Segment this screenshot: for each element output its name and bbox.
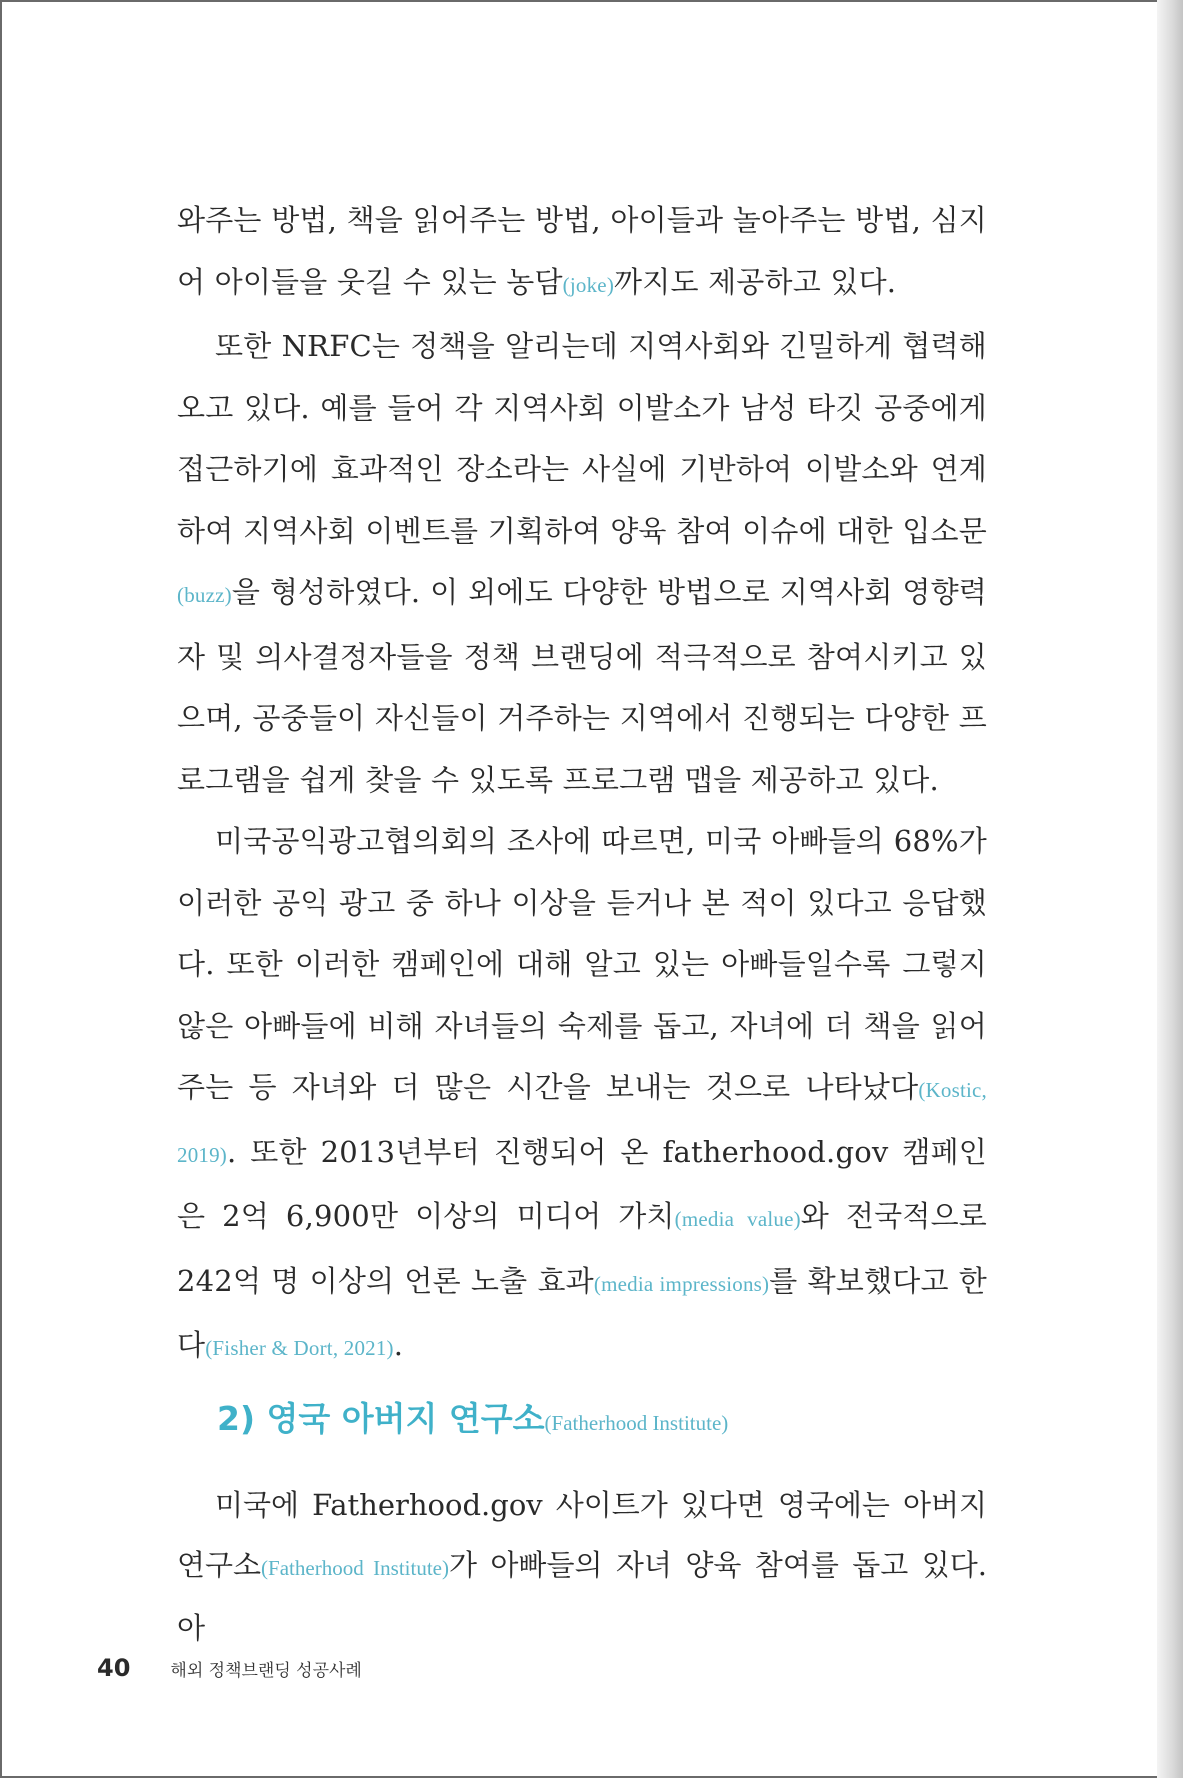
paragraph bbox=[177, 1475, 987, 1658]
reference-note: (media value) bbox=[674, 1207, 801, 1231]
page-number: 40 bbox=[97, 1654, 131, 1682]
text-segment: 또한 NRFC는 정책을 알리는데 지역사회와 긴밀하게 협력해 오고 있다. 예를 들어 각 지역사회 이발소가 남성 타깃 공중에게 접근하기에 효과적인 장소라는 사실에 기반하여 이발소와 연계하여 지역사회 이벤트를 기획하여 양육 참여 이슈에 대한 입소문 bbox=[177, 329, 987, 548]
text-segment: 을 형성하였다. 이 외에도 다양한 방법으로 지역사회 영향력자 및 의사결정자들을 정책 브랜딩에 적극적으로 참여시키고 있으며, 공중들이 자신들이 거주하는 지역에서 진행되는 다양한 프로그램을 쉽게 찾을 수 있도록 프로그램 맵을 제공하고 있다. bbox=[177, 575, 987, 797]
text-segment: 와 전국적으로 242억 명 이상의 언론 노출 효과 bbox=[177, 1199, 988, 1298]
reference-note: (joke) bbox=[562, 272, 615, 297]
text-segment: 가 아빠들의 자녀 양육 참여를 돕고 있다. 아 bbox=[177, 1548, 987, 1645]
section-body-text bbox=[177, 1475, 987, 1658]
paragraph bbox=[177, 316, 987, 811]
paragraph bbox=[177, 190, 987, 316]
reference-note: (buzz) bbox=[177, 583, 232, 607]
text-segment: 미국공익광고협의회의 조사에 따르면, 미국 아빠들의 68%가 이러한 공익 광고 중 하나 이상을 듣거나 본 적이 있다고 응답했다. 또한 이러한 캠페인에 대해 알고 있는 아빠들일수록 그렇지 않은 아빠들에 비해 자녀들의 숙제를 돕고, 자녀에 더 책을 읽어주는 등 자녀와 더 많은 시간을 보내는 것으로 나타났다 bbox=[177, 824, 987, 1104]
section-heading bbox=[217, 1393, 728, 1440]
text-segment: . 또한 2013년부터 진행되어 온 fatherhood.gov 캠페인은 2억 6,900만 이상의 미디어 가치 bbox=[177, 1134, 987, 1233]
running-title: 해외 정책브랜딩 성공사례 bbox=[170, 1661, 362, 1681]
citation: (Kostic, 2019) bbox=[177, 1078, 987, 1167]
section-heading-title: 2) 영국 아버지 연구소 bbox=[217, 1399, 545, 1438]
text-segment: 를 확보했다고 한다 bbox=[177, 1263, 987, 1362]
body-text bbox=[177, 190, 987, 1380]
citation: (Fisher & Dort, 2021) bbox=[205, 1336, 394, 1360]
text-segment: 미국에 Fatherhood.gov 사이트가 있다면 영국에는 아버지 연구소 bbox=[177, 1488, 987, 1582]
paragraph bbox=[177, 811, 987, 1380]
reference-note: (Fatherhood Institute) bbox=[261, 1556, 449, 1580]
section-heading-ref: (Fatherhood Institute) bbox=[544, 1411, 729, 1435]
page-edge-shadow bbox=[1157, 0, 1183, 1778]
page-footer bbox=[97, 1654, 362, 1682]
reference-note: (media impressions) bbox=[593, 1271, 770, 1296]
text-segment: 와주는 방법, 책을 읽어주는 방법, 아이들과 놀아주는 방법, 심지어 아이들을 웃길 수 있는 농담 bbox=[177, 203, 987, 299]
text-segment: 까지도 제공하고 있다. bbox=[614, 264, 897, 299]
text-segment: . bbox=[393, 1328, 404, 1362]
